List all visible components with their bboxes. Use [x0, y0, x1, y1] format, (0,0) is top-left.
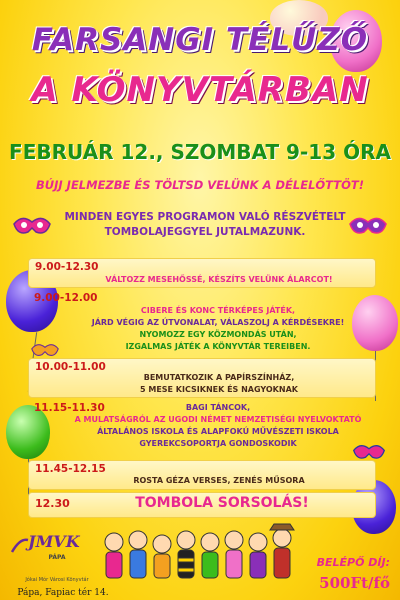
program-item: [28, 358, 376, 398]
program-time: 11.45-12.15: [35, 463, 106, 475]
logo-mark: JMVK: [28, 532, 80, 551]
logo-city: PÁPA: [48, 554, 66, 561]
program-line: NYOMOZZ EGY KÖZMONDÁS UTÁN,: [139, 330, 297, 339]
program-line: BEMUTATKOZIK A PAPÍRSZÍNHÁZ,: [143, 373, 295, 382]
program-item: [28, 258, 376, 288]
program-description: [69, 372, 369, 396]
title-line-2: A KÖNYVTÁRBAN: [31, 70, 369, 110]
program-line: ÁLTALÁNOS ISKOLA ÉS ALAPFOKÚ MŰVÉSZETI ISKOLA: [97, 427, 339, 436]
program-line: CIBERE ÉS KONC TÉRKÉPES JÁTÉK,: [140, 306, 296, 315]
program-description: [69, 475, 369, 487]
program-item: [28, 400, 374, 456]
library-address: Pápa, Fapiac tér 14.: [17, 588, 109, 598]
carnival-mask-icon: [12, 212, 52, 242]
program-description: [68, 305, 368, 353]
intro-line: TOMBOLAJEGGYEL JUTALMAZUNK.: [104, 226, 306, 238]
entry-fee-label: BELÉPŐ DÍJ:: [316, 556, 390, 569]
program-line: VÁLTOZZ MESEHŐSSÉ, KÉSZÍTS VELÜNK ÁLARCOT!: [105, 275, 333, 284]
intro-text: [60, 210, 350, 240]
raffle-text: TOMBOLA SORSOLÁS!: [135, 495, 309, 511]
program-time: 12.30: [35, 497, 70, 510]
program-line: GYEREKCSOPORTJA GONDOSKODIK: [139, 439, 297, 448]
program-description: [68, 402, 368, 450]
logo-subtext: [12, 554, 102, 583]
program-time: 9.00-12.00: [34, 292, 98, 304]
logo-library-name: Jókai Mór Városi Könyvtár: [25, 577, 89, 583]
carnival-mask-icon: [348, 212, 388, 242]
logo-swoosh-icon: [10, 536, 30, 556]
program-time: 11.15-11.30: [34, 402, 105, 414]
event-date: FEBRUÁR 12., SZOMBAT 9-13 ÓRA: [9, 140, 391, 164]
program-line: BAGI TÁNCOK,: [185, 403, 251, 412]
program-item: [28, 460, 376, 490]
library-logo: [8, 532, 109, 598]
program-description: [69, 274, 369, 286]
costumed-kids-illustration: [100, 512, 296, 592]
entry-fee-price: 500Ft/fő: [319, 574, 390, 592]
program-line: 5 MESE KICSIKNEK ÉS NAGYOKNAK: [140, 385, 298, 394]
program-line: A MULATSÁGRÓL AZ UGODI NÉMET NEMZETISÉGI NYELVOKTATÓ: [74, 415, 362, 424]
program-line: JÁRD VÉGIG AZ ÚTVONALAT, VÁLASZOLJ A KÉRDÉSEKRE!: [91, 318, 345, 327]
subtitle: BÚJJ JELMEZBE ÉS TÖLTSD VELÜNK A DÉLELŐTTÖT!: [36, 178, 364, 192]
program-line: ROSTA GÉZA VERSES, ZENÉS MŰSORA: [133, 476, 305, 485]
program-time: 10.00-11.00: [35, 361, 106, 373]
program-time: 9.00-12.30: [35, 261, 99, 273]
program-item: [28, 290, 374, 354]
program-line: IZGALMAS JÁTÉK A KÖNYVTÁR TEREIBEN.: [125, 342, 311, 351]
intro-line: MINDEN EGYES PROGRAMON VALÓ RÉSZVÉTELT: [64, 211, 346, 223]
title-line-1: FARSANGI TÉLŰZŐ: [31, 22, 369, 58]
